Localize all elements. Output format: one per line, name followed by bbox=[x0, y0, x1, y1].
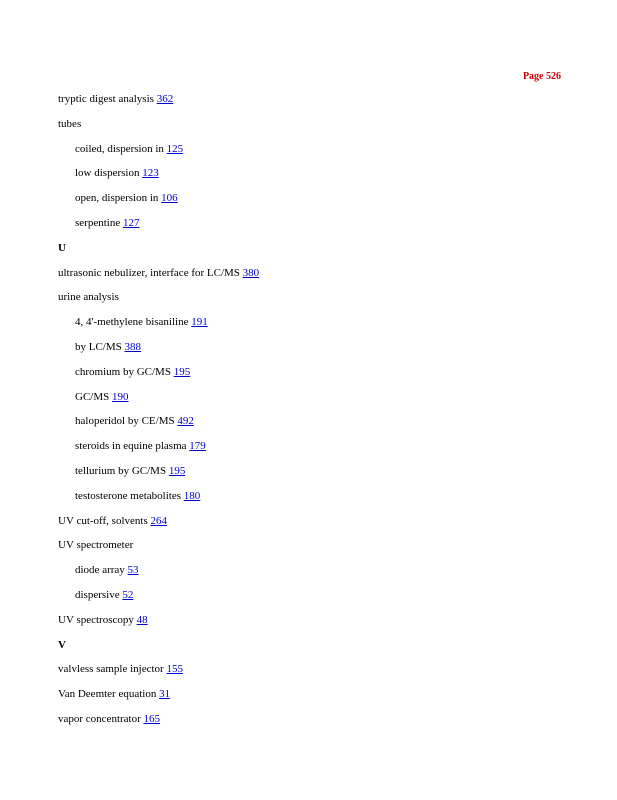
page-reference-link[interactable]: 127 bbox=[122, 217, 140, 229]
index-term: tubes bbox=[58, 117, 82, 130]
index-section-letter bbox=[58, 638, 66, 652]
page-reference-link[interactable]: 492 bbox=[177, 415, 194, 428]
page-reference-link[interactable]: 31 bbox=[159, 688, 171, 701]
index-term: tellurium by GC/MS bbox=[75, 465, 167, 477]
page-reference-link[interactable]: 179 bbox=[189, 440, 206, 453]
index-entry bbox=[58, 662, 183, 676]
index-subentry bbox=[75, 340, 141, 354]
index-subentry bbox=[75, 142, 183, 156]
index-subentry bbox=[75, 191, 178, 205]
index-term: serpentine bbox=[75, 217, 121, 229]
page-reference-link[interactable]: 53 bbox=[127, 564, 139, 577]
index-term: testosterone metabolites bbox=[75, 489, 181, 502]
index-term: vapor concentrator bbox=[58, 713, 141, 725]
index-term: U bbox=[58, 241, 66, 254]
index-term: steroids in equine plasma bbox=[75, 440, 187, 453]
page-reference-link[interactable]: 380 bbox=[242, 266, 260, 279]
index-term: haloperidol by CE/MS bbox=[75, 415, 175, 428]
index-subentry bbox=[75, 216, 139, 230]
index-subentry bbox=[75, 365, 190, 379]
index-entry bbox=[58, 117, 81, 131]
index-entry bbox=[58, 613, 148, 627]
index-entry bbox=[58, 92, 173, 106]
index-subentry bbox=[75, 464, 185, 478]
page-reference-link[interactable]: 195 bbox=[168, 465, 186, 477]
index-term: 4, 4'-methylene bisaniline bbox=[75, 316, 189, 329]
page-reference-link[interactable]: 123 bbox=[142, 167, 159, 180]
index-term: dispersive bbox=[75, 589, 120, 601]
index-term: GC/MS bbox=[75, 390, 110, 403]
index-subentry bbox=[75, 563, 139, 577]
index-term: open, dispersion in bbox=[75, 192, 159, 205]
page-reference-link[interactable]: 362 bbox=[156, 93, 174, 105]
page-reference-link[interactable]: 155 bbox=[166, 663, 183, 676]
index-term: V bbox=[58, 638, 66, 651]
index-entry bbox=[58, 514, 167, 528]
page-reference-link[interactable]: 264 bbox=[150, 514, 167, 527]
page-reference-link[interactable]: 52 bbox=[122, 589, 134, 601]
index-term: ultrasonic nebulizer, interface for LC/MS bbox=[58, 266, 240, 279]
index-entry bbox=[58, 712, 160, 726]
index-term: valvless sample injector bbox=[58, 663, 164, 676]
page-reference-link[interactable]: 195 bbox=[173, 365, 191, 378]
page-reference-link[interactable]: 180 bbox=[183, 489, 201, 502]
index-term: UV spectrometer bbox=[58, 539, 134, 552]
index-term: tryptic digest analysis bbox=[58, 93, 154, 105]
index-entry bbox=[58, 687, 170, 701]
index-term: diode array bbox=[75, 564, 125, 577]
index-subentry bbox=[75, 390, 129, 404]
index-entry bbox=[58, 290, 119, 304]
page-reference-link[interactable]: 106 bbox=[161, 192, 178, 205]
index-subentry bbox=[75, 439, 206, 453]
page-reference-link[interactable]: 190 bbox=[112, 390, 129, 403]
index-term: urine analysis bbox=[58, 291, 119, 304]
index-term: UV spectroscopy bbox=[58, 613, 134, 626]
page-reference-link[interactable]: 191 bbox=[191, 316, 208, 329]
index-subentry bbox=[75, 489, 200, 503]
index-term: low dispersion bbox=[75, 167, 140, 180]
index-subentry bbox=[75, 315, 208, 329]
index-term: by LC/MS bbox=[75, 341, 122, 353]
index-term: Van Deemter equation bbox=[58, 688, 157, 701]
index-term: chromium by GC/MS bbox=[75, 365, 171, 378]
index-subentry bbox=[75, 588, 133, 602]
index-subentry bbox=[75, 166, 159, 180]
index-entry bbox=[58, 266, 259, 280]
page-number: Page 526 bbox=[522, 71, 561, 82]
index-term: coiled, dispersion in bbox=[75, 142, 164, 155]
page-reference-link[interactable]: 48 bbox=[136, 613, 148, 626]
index-entry bbox=[58, 538, 133, 552]
page-reference-link[interactable]: 388 bbox=[124, 341, 142, 353]
page-reference-link[interactable]: 125 bbox=[166, 142, 184, 155]
index-section-letter bbox=[58, 241, 66, 255]
index-term: UV cut-off, solvents bbox=[58, 514, 148, 527]
page-reference-link[interactable]: 165 bbox=[143, 713, 161, 725]
index-subentry bbox=[75, 414, 194, 428]
